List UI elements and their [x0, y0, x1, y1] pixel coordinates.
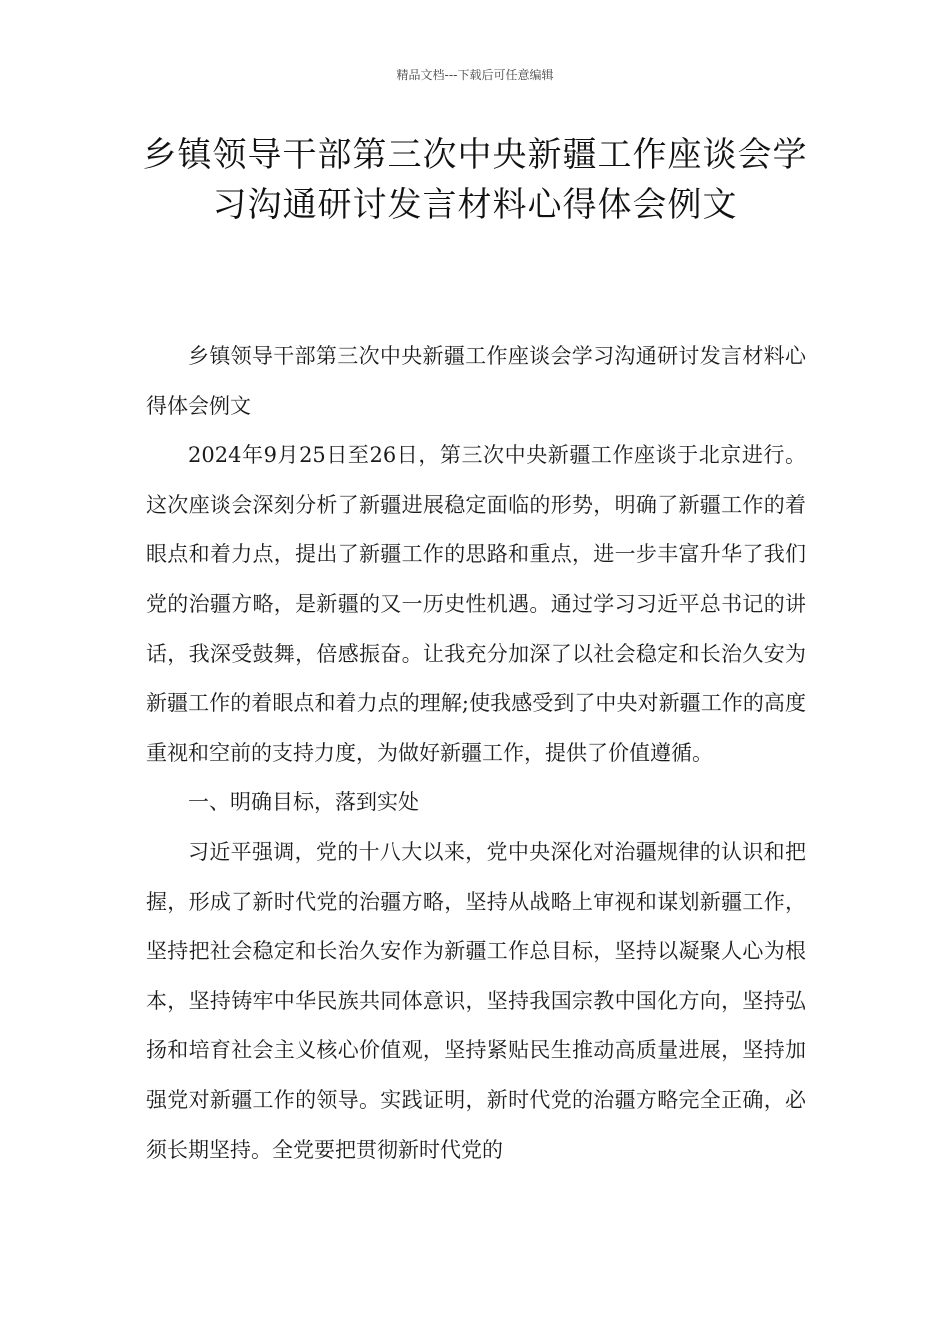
paragraph-background: 2024年9月25日至26日，第三次中央新疆工作座谈于北京进行。这次座谈会深刻分析了新疆进展稳定面临的形势，明确了新疆工作的着眼点和着力点，提出了新疆工作的思路和重点，进一步丰富升华了我们党的治疆方略，是新疆的又一历史性机遇。通过学习习近平总书记的讲话，我深受鼓舞，倍感振奋。让我充分加深了以社会稳定和长治久安为新疆工作的着眼点和着力点的理解;使我感受到了中央对新疆工作的高度重视和空前的支持力度，为做好新疆工作，提供了价值遵循。: [146, 443, 806, 765]
section-heading-1: 一、明确目标，落到实处: [188, 790, 419, 815]
document-title: 乡镇领导干部第三次中央新疆工作座谈会学习沟通研讨发言材料心得体会例文: [142, 135, 808, 225]
paragraph-section-1: 习近平强调，党的十八大以来，党中央深化对治疆规律的认识和把握，形成了新时代党的治疆方略，坚持从战略上审视和谋划新疆工作，坚持把社会稳定和长治久安作为新疆工作总目标，坚持以凝聚人心为根本，坚持铸牢中华民族共同体意识，坚持我国宗教中国化方向，坚持弘扬和培育社会主义核心价值观，坚持紧贴民生推动高质量进展，坚持加强党对新疆工作的领导。实践证明，新时代党的治疆方略完全正确，必须长期坚持。全党要把贯彻新时代党的: [146, 839, 806, 1162]
document-body: [146, 332, 806, 1175]
header-note: 精品文档---下载后可任意编辑: [396, 68, 554, 82]
paragraph-intro: 乡镇领导干部第三次中央新疆工作座谈会学习沟通研讨发言材料心得体会例文: [146, 344, 806, 418]
